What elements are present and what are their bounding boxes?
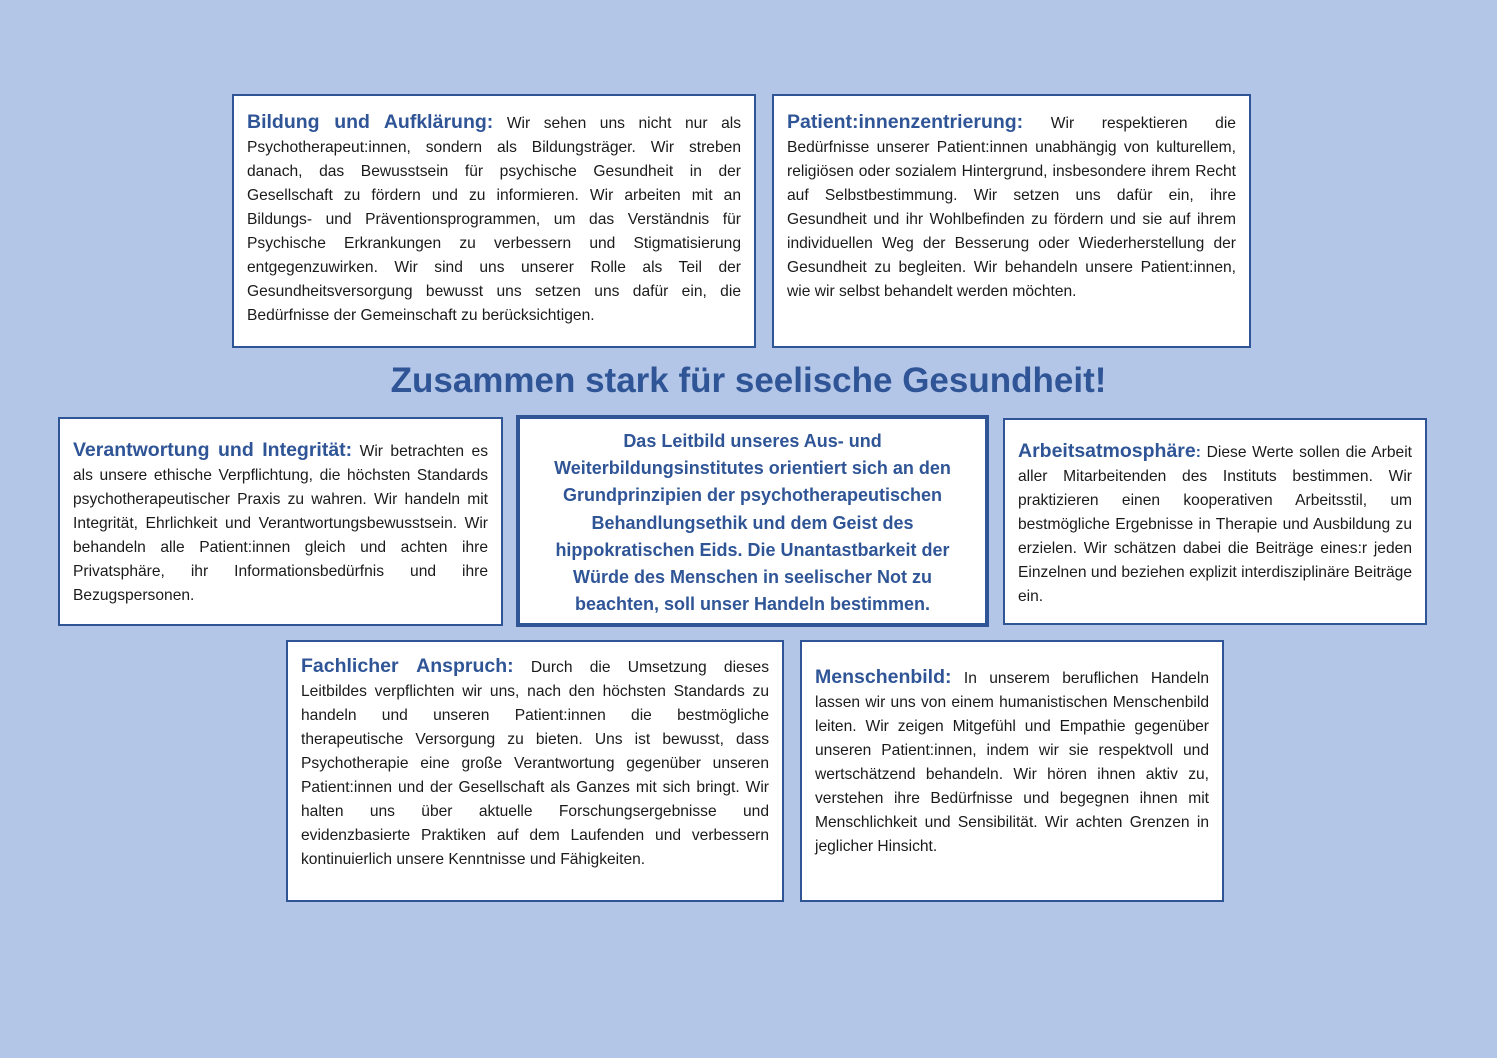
box-patient-text: Wir respektieren die Bedürfnisse unserer Patient:innen unabhängig von kulturellem, religiösen oder sozialem Hintergrund, insbesondere ihrem Recht auf Selbstbestimmung. Wir setzen uns dafür ein, ihre Gesundheit und ihr Wohlbefinden zu fördern und sie auf ihrem individuellen Weg der Besserung oder Wiederherstellung der Gesundheit zu begleiten. Wir behandeln unsere Patient:innen, wie wir selbst behandelt werden möchten. (787, 115, 1236, 300)
box-verantwortung (58, 417, 503, 626)
box-menschenbild-text: In unserem beruflichen Handeln lassen wir uns von einem humanistischen Menschenbild leiten. Wir zeigen Mitgefühl und Empathie gegenüber unseren Patient:innen, indem wir sie respektvoll und wertschätzend behandeln. Wir hören ihnen aktiv zu, verstehen ihre Bedürfnisse und begegnen ihnen mit Menschlichkeit und Sensibilität. Wir achten Grenzen in jeglicher Hinsicht. (815, 670, 1209, 855)
box-arbeit-heading: Arbeitsatmosphäre (1018, 440, 1196, 462)
box-fachlich-heading: Fachlicher Anspruch: (301, 655, 514, 677)
box-menschenbild-heading: Menschenbild: (815, 666, 952, 688)
box-verantwortung-heading: Verantwortung und Integrität: (73, 439, 353, 461)
box-arbeit-text: Diese Werte sollen die Arbeit aller Mitarbeitenden des Instituts bestimmen. Wir praktizieren einen kooperativen Arbeitsstil, um bestmögliche Ergebnisse in Therapie und Ausbildung zu erzielen. Wir schätzen dabei die Beiträge eines:r jeden Einzelnen und beziehen explizit interdisziplinäre Beiträge ein. (1018, 444, 1412, 605)
center-leitbild-box (516, 415, 989, 627)
box-bildung-heading: Bildung und Aufklärung: (247, 111, 494, 133)
box-arbeit (1003, 418, 1427, 625)
box-patient-heading: Patient:innenzentrierung: (787, 111, 1024, 133)
center-leitbild-text: Das Leitbild unseres Aus- und Weiterbildungsinstitutes orientiert sich an den Grundprinzipien der psychotherapeutischen Behandlungsethik und dem Geist des hippokratischen Eids. Die Unantastbarkeit der Würde des Menschen in seelischer Not zu beachten, soll unser Handeln bestimmen. (554, 431, 951, 615)
box-menschenbild (800, 640, 1224, 902)
box-arbeit-colon: : (1195, 444, 1201, 461)
box-verantwortung-text: Wir betrachten es als unsere ethische Verpflichtung, die höchsten Standards psychotherapeutischer Praxis zu wahren. Wir handeln mit Integrität, Ehrlichkeit und Verantwortungsbewusstsein. Wir behandeln alle Patient:innen gleich und achten ihre Privatsphäre, ihr Informationsbedürfnis und ihre Bezugspersonen. (73, 443, 488, 604)
box-bildung-text: Wir sehen uns nicht nur als Psychotherapeut:innen, sondern als Bildungsträger. Wir streben danach, das Bewusstsein für psychische Gesundheit in der Gesellschaft zu fördern und zu informieren. Wir arbeiten mit an Bildungs- und Präventionsprogrammen, um das Verständnis für Psychische Erkrankungen zu verbessern und Stigmatisierung entgegenzuwirken. Wir sind uns unserer Rolle als Teil der Gesundheitsversorgung bewusst uns setzen uns dafür ein, die Bedürfnisse der Gemeinschaft zu berücksichtigen. (247, 115, 741, 324)
box-fachlich (286, 640, 784, 902)
box-bildung (232, 94, 756, 348)
page-title: Zusammen stark für seelische Gesundheit! (390, 361, 1107, 400)
box-fachlich-text: Durch die Umsetzung dieses Leitbildes verpflichten wir uns, nach den höchsten Standards zu handeln und unseren Patient:innen die bestmögliche therapeutische Versorgung zu bieten. Uns ist bewusst, dass Psychotherapie eine große Verantwortung gegenüber unseren Patient:innen und der Gesellschaft als Ganzes mit sich bringt. Wir halten uns über aktuelle Forschungsergebnisse und evidenzbasierte Praktiken auf dem Laufenden und verbessern kontinuierlich unsere Kenntnisse und Fähigkeiten. (301, 659, 769, 868)
box-patient (772, 94, 1251, 348)
